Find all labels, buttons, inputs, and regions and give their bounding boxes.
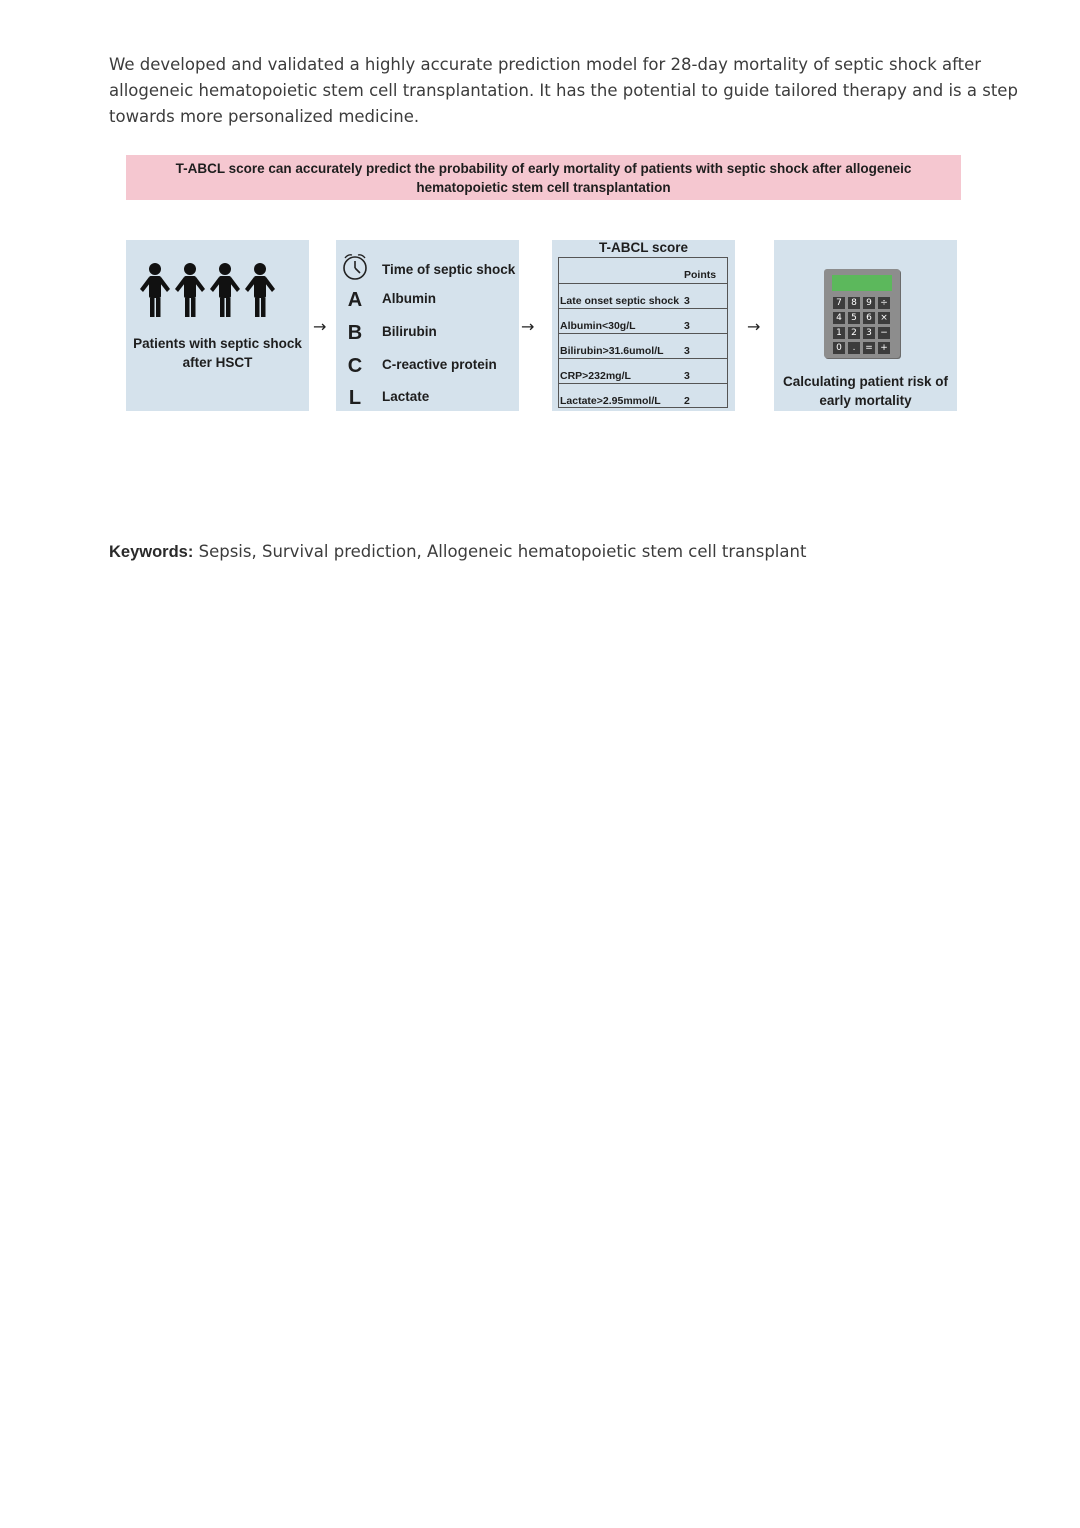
calculator-key: 9 (863, 297, 875, 309)
abstract-line: allogeneic hematopoietic stem cell transplantation. It has the potential to guide tailored therapy and is a step (109, 81, 1018, 100)
calculator-caption: Calculating patient risk of early mortality (782, 374, 949, 408)
people-icon (138, 262, 298, 320)
flow-arrow: → (747, 317, 761, 336)
flow-arrow: → (521, 317, 535, 336)
patients-panel (126, 240, 309, 411)
factor-label: Albumin (382, 291, 436, 306)
calculator-key: 1 (833, 327, 845, 339)
factor-letter: L (348, 387, 362, 409)
calculator-key: 8 (848, 297, 860, 309)
calculator-key: 2 (848, 327, 860, 339)
calculator-key: 0 (833, 342, 845, 354)
score-title: T-ABCL score (598, 240, 689, 255)
calculator-key: × (878, 312, 890, 324)
calculator-key: 3 (863, 327, 875, 339)
factor-label: Lactate (382, 389, 430, 404)
abstract-line: towards more personalized medicine. (109, 107, 420, 126)
score-panel (552, 240, 735, 411)
calculator-key: 5 (848, 312, 860, 324)
factor-letter: B (347, 322, 363, 344)
calculator-key: 4 (833, 312, 845, 324)
calculator-key: ÷ (878, 297, 890, 309)
graphical-abstract-banner (126, 155, 961, 200)
score-criterion: Late onset septic shock (560, 295, 680, 307)
score-criterion: Lactate>2.95mmol/L (560, 395, 661, 407)
score-points: 3 (684, 370, 690, 382)
calculator-key: 6 (863, 312, 875, 324)
calculator-keypad (833, 297, 893, 355)
factor-label: C-reactive protein (382, 357, 497, 372)
keywords-label: Keywords: (109, 543, 194, 561)
calculator-panel (774, 240, 957, 411)
calculator-key: + (878, 342, 890, 354)
points-header: Points (684, 269, 717, 281)
clock-icon (341, 253, 369, 281)
factor-letter: A (347, 289, 363, 311)
calculator-key: 7 (833, 297, 845, 309)
calculator-key: − (878, 327, 890, 339)
score-points: 3 (684, 295, 690, 307)
score-criterion: Bilirubin>31.6umol/L (560, 345, 664, 357)
factor-label: Time of septic shock (382, 262, 516, 277)
score-points: 3 (684, 320, 690, 332)
factors-panel (336, 240, 519, 411)
calculator-icon (824, 269, 900, 358)
abstract-paragraph (109, 52, 1018, 130)
factor-label: Bilirubin (382, 324, 437, 339)
score-criterion: Albumin<30g/L (560, 320, 636, 332)
calculator-key: = (863, 342, 875, 354)
keywords-line (109, 542, 806, 562)
score-points: 2 (684, 395, 690, 407)
factor-letter: C (347, 355, 363, 377)
calculator-screen (832, 275, 892, 291)
keywords-text: Sepsis, Survival prediction, Allogeneic hematopoietic stem cell transplant (193, 542, 807, 561)
score-points: 3 (684, 345, 690, 357)
banner-line: hematopoietic stem cell transplantation (416, 179, 671, 195)
abstract-line: We developed and validated a highly accurate prediction model for 28-day mortality of septic shock after (109, 55, 982, 74)
score-criterion: CRP>232mg/L (560, 370, 631, 382)
calculator-key: . (848, 342, 860, 354)
patients-caption: Patients with septic shock after HSCT (133, 336, 302, 370)
flow-arrow: → (313, 317, 327, 336)
score-table (558, 257, 728, 408)
banner-line: T-ABCL score can accurately predict the probability of early mortality of patients with septic shock after allogeneic (175, 160, 912, 176)
